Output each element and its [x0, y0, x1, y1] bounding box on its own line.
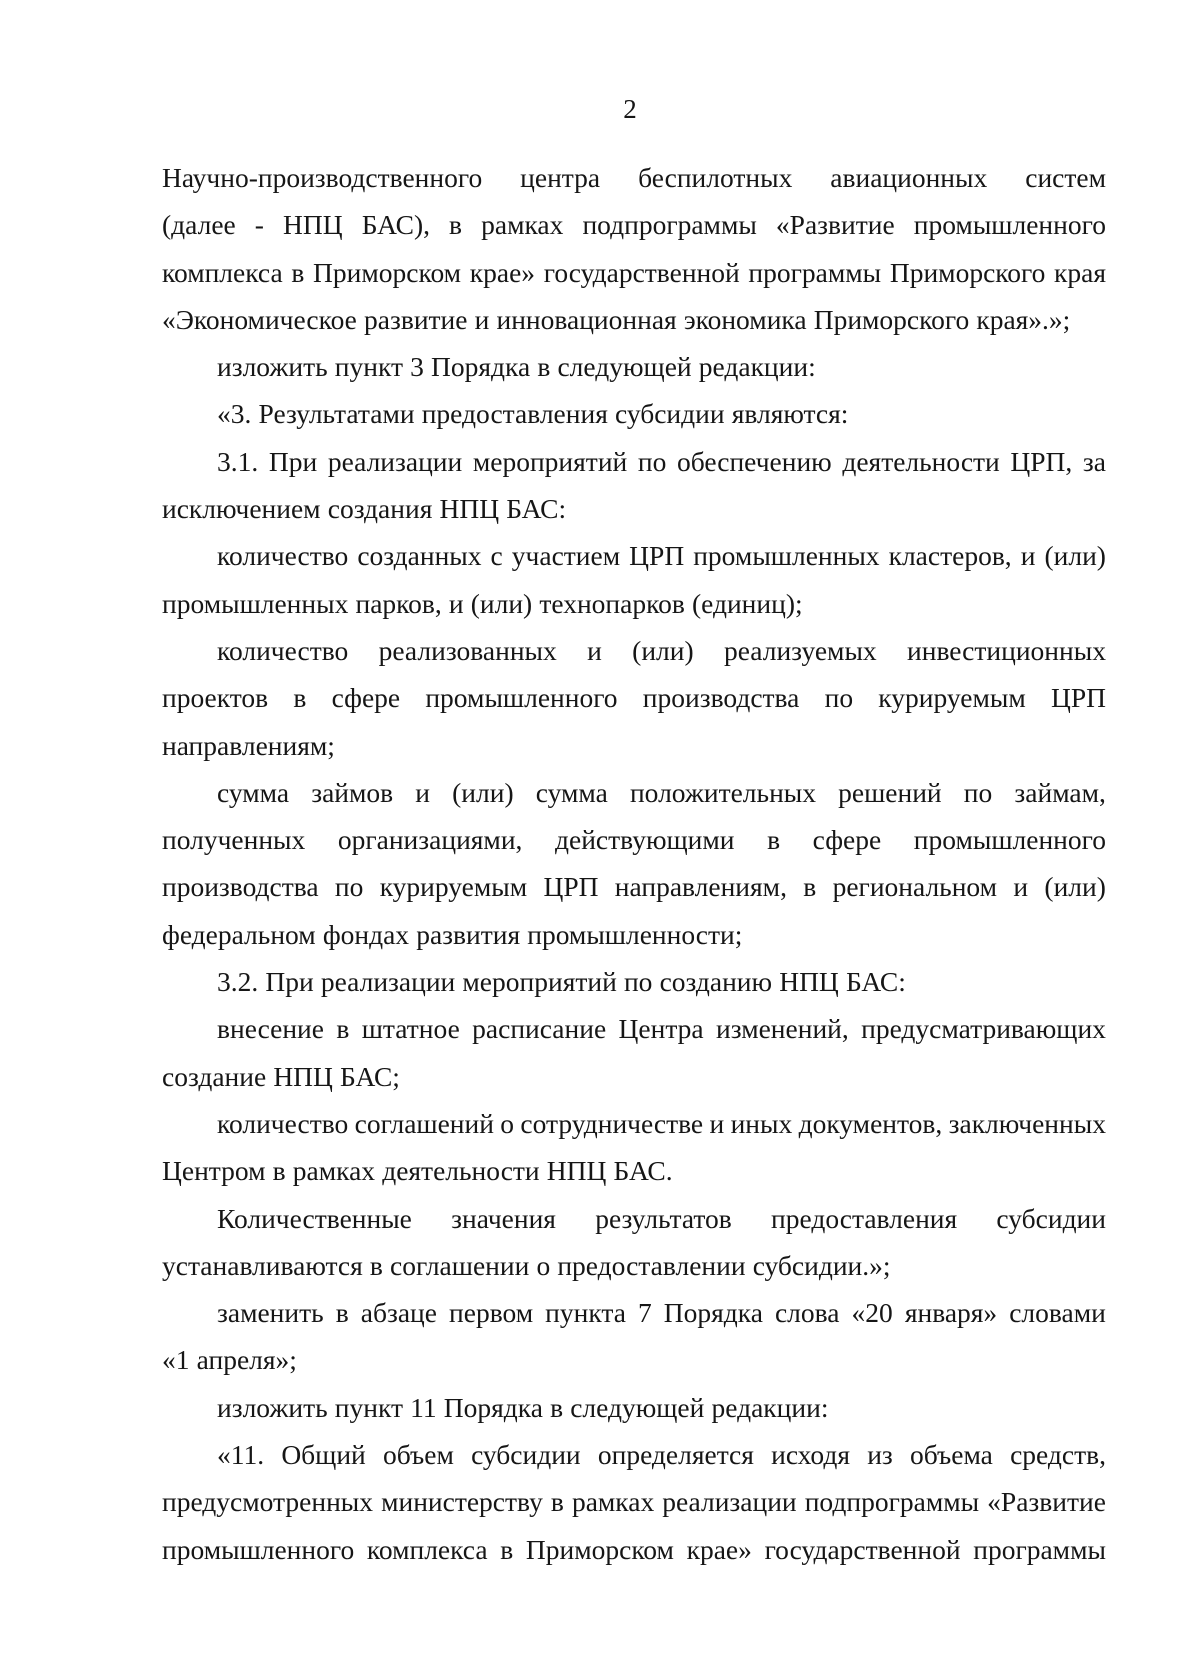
- text-line: «3. Результатами предоставления субсидии являются:: [217, 398, 849, 430]
- text-line: 3.2. При реализации мероприятий по созданию НПЦ БАС:: [217, 966, 906, 998]
- text-line: (далее - НПЦ БАС), в рамках подпрограммы «Развитие промышленного: [162, 209, 1106, 241]
- text-line: заменить в абзаце первом пункта 7 Порядка слова «20 января» словами: [217, 1297, 1106, 1329]
- text-line: промышленного комплекса в Приморском крае» государственной программы: [162, 1533, 1106, 1565]
- text-line: 3.1. При реализации мероприятий по обеспечению деятельности ЦРП, за: [217, 445, 1106, 477]
- text-line: исключением создания НПЦ БАС:: [162, 493, 567, 525]
- text-line: изложить пункт 11 Порядка в следующей редакции:: [217, 1391, 829, 1423]
- text-line: «11. Общий объем субсидии определяется исходя из объема средств,: [217, 1439, 1106, 1471]
- text-line: предусмотренных министерству в рамках реализации подпрограммы «Развитие: [162, 1486, 1106, 1518]
- text-line: количество созданных с участием ЦРП промышленных кластеров, и (или): [217, 540, 1106, 572]
- text-line: промышленных парков, и (или) технопарков (единиц);: [162, 587, 803, 619]
- text-line: производства по курируемым ЦРП направлениям, в региональном и (или): [162, 871, 1106, 903]
- text-line: сумма займов и (или) сумма положительных решений по займам,: [217, 776, 1106, 808]
- text-line: изложить пункт 3 Порядка в следующей редакции:: [217, 351, 816, 383]
- text-line: Центром в рамках деятельности НПЦ БАС.: [162, 1155, 673, 1187]
- text-line: устанавливаются в соглашении о предоставлении субсидии.»;: [162, 1249, 891, 1281]
- text-line: внесение в штатное расписание Центра изменений, предусматривающих: [217, 1013, 1106, 1045]
- text-line: Количественные значения результатов предоставления субсидии: [217, 1202, 1106, 1234]
- document-body: [162, 154, 1106, 1573]
- text-line: Научно-производственного центра беспилотных авиационных систем: [162, 162, 1106, 193]
- text-line: проектов в сфере промышленного производства по курируемым ЦРП: [162, 682, 1106, 714]
- text-line: полученных организациями, действующими в сфере промышленного: [162, 824, 1106, 856]
- text-line: количество реализованных и (или) реализуемых инвестиционных: [217, 634, 1106, 666]
- text-line: «Экономическое развитие и инновационная экономика Приморского края».»;: [162, 303, 1071, 335]
- text-line: комплекса в Приморском крае» государственной программы Приморского края: [162, 256, 1106, 288]
- text-line: федеральном фондах развития промышленности;: [162, 918, 743, 950]
- page-number: 2: [623, 94, 637, 124]
- text-line: создание НПЦ БАС;: [162, 1060, 400, 1092]
- text-line: «1 апреля»;: [162, 1344, 297, 1376]
- text-line: направлениям;: [162, 729, 335, 761]
- text-line: количество соглашений о сотрудничестве и иных документов, заключенных: [217, 1107, 1106, 1139]
